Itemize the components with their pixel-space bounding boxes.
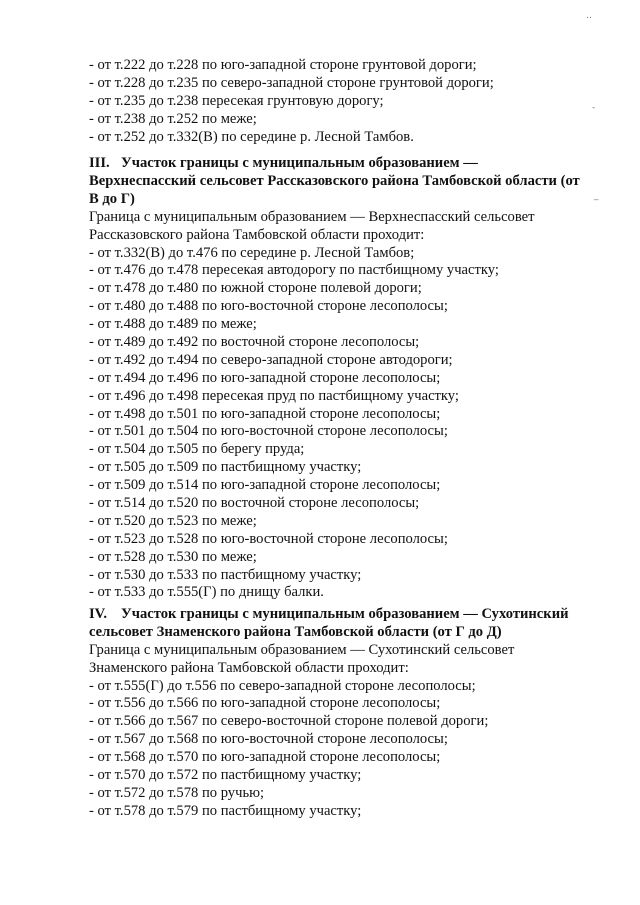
section-title-line: Участок границы с муниципальным образованием — [121, 155, 478, 171]
section-3 [89, 155, 609, 602]
list-item: - от т.501 до т.504 по юго-восточной стороне лесополосы; [89, 423, 448, 440]
list-item: - от т.504 до т.505 по берегу пруда; [89, 441, 305, 458]
list-item: - от т.505 до т.509 по пастбищному участку; [89, 459, 362, 476]
list-item: - от т.530 до т.533 по пастбищному участку; [89, 566, 362, 583]
list-item: - от т.480 до т.488 по юго-восточной стороне лесополосы; [89, 298, 448, 315]
list-item: - от т.478 до т.480 по южной стороне полевой дороги; [89, 280, 422, 297]
list-item: - от т.476 до т.478 пересекая автодорогу по пастбищному участку; [89, 262, 499, 279]
list-item: - от т.556 до т.566 по юго-западной стороне лесополосы; [89, 695, 441, 712]
scan-mark: ‥ [586, 11, 593, 21]
list-item: - от т.496 до т.498 пересекая пруд по пастбищному участку; [89, 387, 459, 404]
list-item: - от т.228 до т.235 по северо-западной стороне грунтовой дороги; [89, 74, 494, 91]
scan-mark: ‾ [594, 199, 599, 209]
section-number: III. [89, 155, 110, 171]
list-item: - от т.498 до т.501 по юго-западной стороне лесополосы; [89, 405, 441, 422]
list-item: - от т.235 до т.238 пересекая грунтовую дорогу; [89, 92, 384, 109]
list-item: - от т.566 до т.567 по северо-восточной стороне полевой дороги; [89, 713, 489, 730]
list-item: - от т.567 до т.568 по юго-восточной стороне лесополосы; [89, 731, 448, 748]
section-2-tail [89, 57, 609, 146]
list-item: - от т.568 до т.570 по юго-западной стороне лесополосы; [89, 749, 441, 766]
list-item: - от т.488 до т.489 по меже; [89, 316, 257, 333]
intro-line: Рассказовского района Тамбовской области проходит: [89, 226, 425, 243]
list-item: - от т.514 до т.520 по восточной стороне лесополосы; [89, 494, 420, 511]
section-4 [89, 606, 609, 821]
intro-line: Граница с муниципальным образованием — Верхнеспасский сельсовет [89, 208, 535, 225]
list-item: - от т.555(Г) до т.556 по северо-западной стороне лесополосы; [89, 677, 476, 694]
list-item: - от т.572 до т.578 по ручью; [89, 784, 265, 801]
list-item: - от т.523 до т.528 по юго-восточной стороне лесополосы; [89, 530, 448, 547]
list-item: - от т.578 до т.579 по пастбищному участку; [89, 802, 362, 819]
section-4-heading [89, 606, 609, 624]
list-item: - от т.520 до т.523 по меже; [89, 512, 257, 529]
list-item: - от т.570 до т.572 по пастбищному участку; [89, 767, 362, 784]
list-item: - от т.492 до т.494 по северо-западной стороне автодороги; [89, 351, 453, 368]
scan-mark: - [592, 103, 596, 113]
section-title-line: В до Г) [89, 190, 135, 207]
list-item: - от т.494 до т.496 по юго-западной стороне лесополосы; [89, 369, 441, 386]
section-title-line: Верхнеспасский сельсовет Рассказовского района Тамбовской области (от [89, 172, 580, 189]
list-item: - от т.489 до т.492 по восточной стороне лесополосы; [89, 333, 420, 350]
list-item: - от т.509 до т.514 по юго-западной стороне лесополосы; [89, 477, 441, 494]
section-3-heading [89, 155, 609, 173]
intro-line: Граница с муниципальным образованием — Сухотинский сельсовет [89, 641, 515, 658]
list-item: - от т.332(В) до т.476 по середине р. Лесной Тамбов; [89, 244, 415, 261]
list-item: - от т.533 до т.555(Г) по днищу балки. [89, 584, 324, 601]
list-item: - от т.238 до т.252 по меже; [89, 110, 257, 127]
section-title-line: сельсовет Знаменского района Тамбовской области (от Г до Д) [89, 623, 502, 640]
section-title-line: Участок границы с муниципальным образованием — Сухотинский [121, 606, 569, 622]
intro-line: Знаменского района Тамбовской области проходит: [89, 659, 409, 676]
list-item: - от т.528 до т.530 по меже; [89, 548, 257, 565]
list-item: - от т.252 до т.332(В) по середине р. Лесной Тамбов. [89, 128, 414, 145]
section-number: IV. [89, 606, 107, 622]
list-item: - от т.222 до т.228 по юго-западной стороне грунтовой дороги; [89, 57, 477, 73]
